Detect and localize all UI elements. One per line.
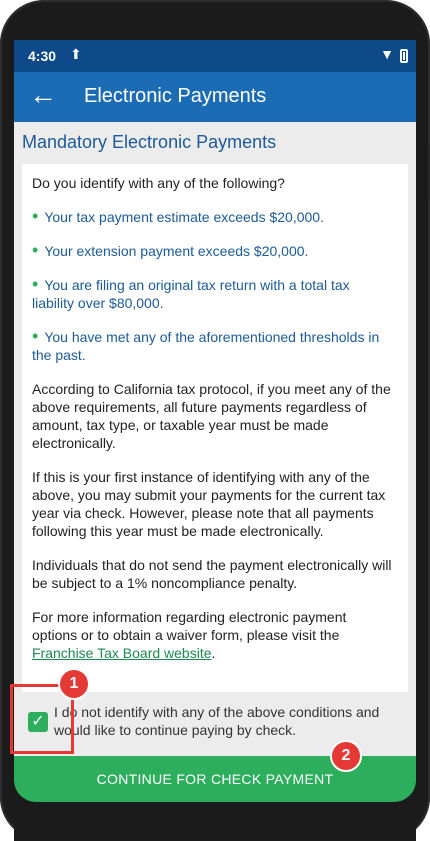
consent-checkbox[interactable]: ✓ [28,712,48,732]
bullet-icon: • [32,240,39,260]
consent-label: I do not identify with any of the above conditions and would like to continue paying by check. [54,704,380,738]
bullet-item [32,208,394,226]
more-info-text: For more information regarding electronic payment options or to obtain a waiver form, please visit the [32,609,347,643]
bullet-text: Your extension payment exceeds $20,000. [44,243,309,259]
upload-icon: ⬆ [70,46,82,62]
annotation-marker-1: 1 [58,668,90,700]
bullet-text: Your tax payment estimate exceeds $20,000. [44,209,324,225]
bullet-item [32,276,394,312]
content-card [22,164,408,692]
bullet-icon: • [32,274,39,294]
paragraph-more-info [32,608,394,662]
paragraph-requirements: According to California tax protocol, if you meet any of the above requirements, all future payments regardless of amount, tax type, or taxable year must be made electronically. [32,381,391,451]
paragraph-first-instance: If this is your first instance of identifying with any of the above, you may submit your payments for the current tax year via check. However, please note that all payments following this year must be made electronically. [32,469,386,539]
bullet-item [32,328,394,364]
app-bar-title: Electronic Payments [84,85,267,107]
bullet-text: You have met any of the aforementioned thresholds in the past. [32,329,380,363]
bullet-icon: • [32,326,39,346]
battery-icon [400,49,408,63]
bottom-bezel [14,802,416,841]
annotation-marker-2: 2 [330,740,362,772]
question-text: Do you identify with any of the following? [32,175,285,191]
period: . [211,645,216,661]
app-bar [14,72,416,122]
bullet-icon: • [32,206,39,226]
status-time: 4:30 [28,48,57,64]
section-title: Mandatory Electronic Payments [22,132,277,152]
status-bar [14,40,416,72]
ftb-website-link[interactable]: Franchise Tax Board website [32,645,212,661]
content [32,174,394,678]
wifi-icon: ▼ [380,46,394,62]
bullet-text: You are filing an original tax return with a total tax liability over $80,000. [32,277,350,311]
back-arrow-icon[interactable]: ← [29,79,57,110]
continue-check-payment-button[interactable]: CONTINUE FOR CHECK PAYMENT [14,756,416,802]
bullet-item [32,242,394,260]
paragraph-penalty: Individuals that do not send the payment electronically will be subject to a 1% noncompliance penalty. [32,557,392,591]
